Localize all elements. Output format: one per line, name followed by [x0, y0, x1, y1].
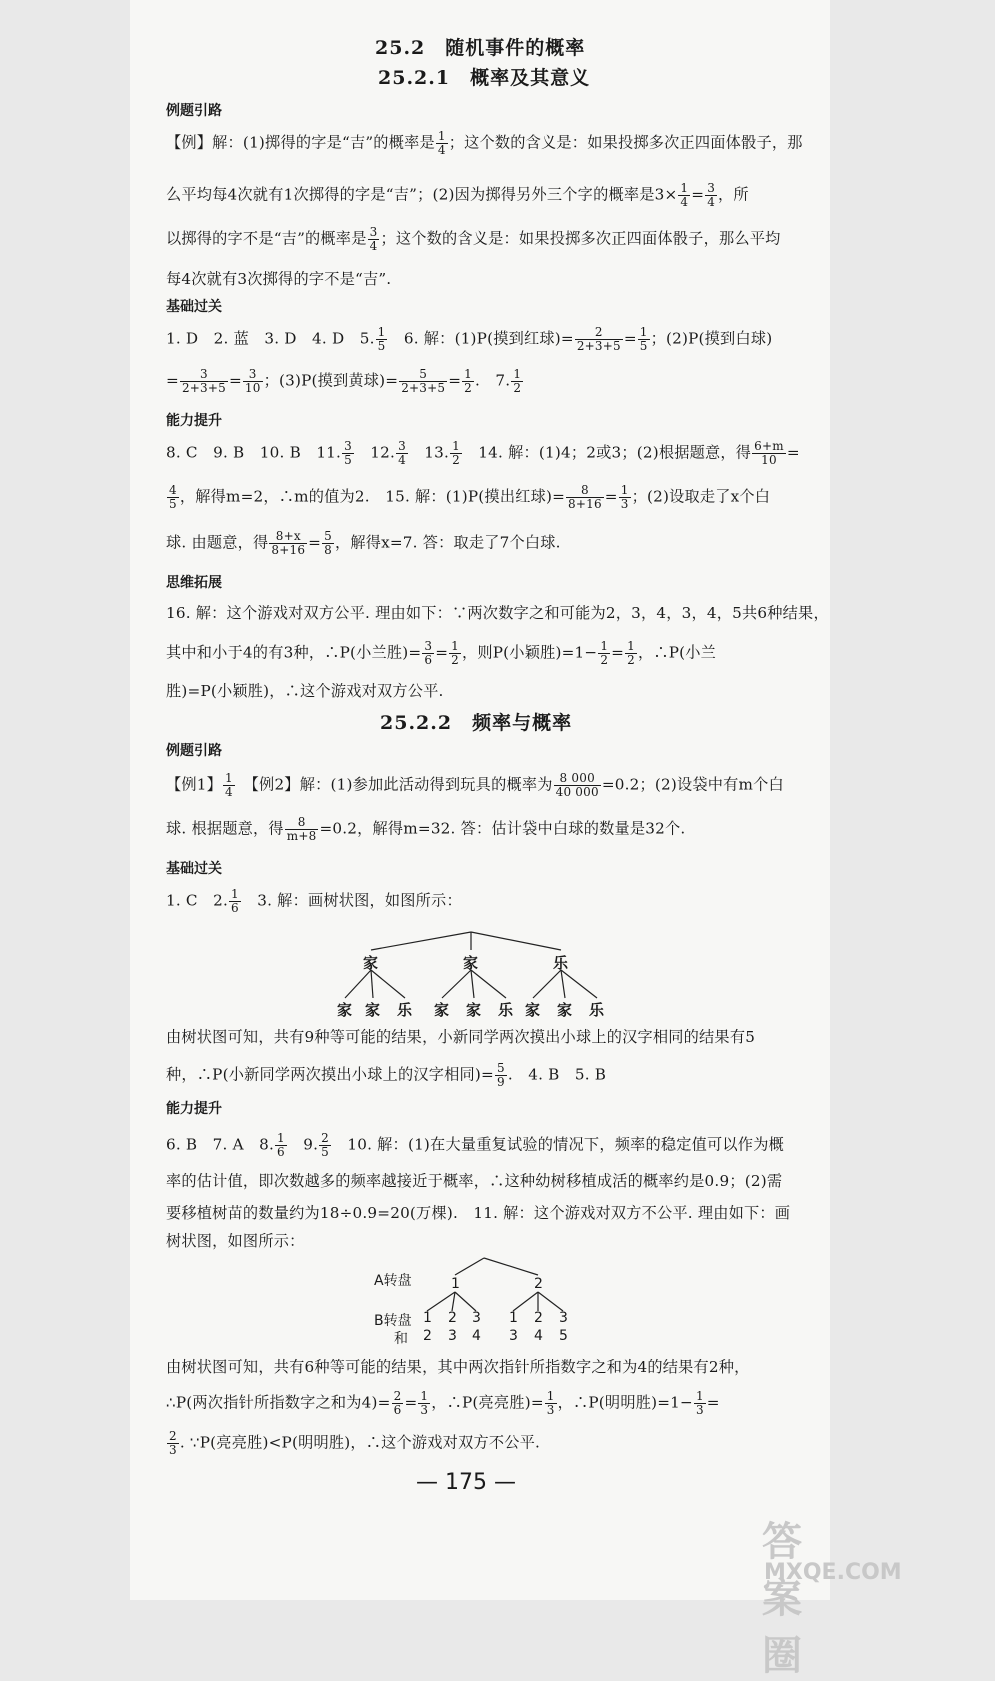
- tree-leaf: 乐: [397, 1001, 413, 1019]
- text-line: 要移植树苗的数量约为18÷0.9=20(万棵). 11. 解：这个游戏对双方不公平. 理由如下：画: [166, 1204, 791, 1222]
- text-line: $\frac{4}{5}$ ，解得m=2，∴m的值为2. 15. 解：(1)P(摸出红球)= $\frac{8}{8+16}$ = $\frac{1}{3}$ ；(2)设取走了x个白: [169, 483, 771, 511]
- tree-sum: 4: [472, 1328, 481, 1344]
- tree-label-b: B转盘: [374, 1313, 412, 1329]
- text-line: 【例】解：(1)掷得的字是“吉”的概率是 $\frac{1}{4}$ ；这个数的含义是：如果投掷多次正四面体骰子，那: [166, 129, 803, 157]
- text-line: 1. C 2. $\frac{1}{6}$ 3. 解：画树状图，如图所示：: [166, 887, 462, 915]
- tree-leaf: 家: [365, 1001, 381, 1019]
- subsection-title-2: 25.2.2 频率与概率: [380, 712, 573, 734]
- text-line: 胜)=P(小颖胜)，∴这个游戏对双方公平.: [166, 682, 444, 700]
- tree-node-b: 2: [448, 1310, 457, 1326]
- tree-sum: 4: [534, 1328, 543, 1344]
- tree-node: 家: [363, 954, 379, 972]
- text-line: 树状图，如图所示：: [166, 1232, 305, 1250]
- tree-leaf: 乐: [589, 1001, 605, 1019]
- heading-basic: 基础过关: [166, 299, 222, 315]
- text-line: 种，∴P(小新同学两次摸出小球上的汉字相同)= $\frac{5}{9}$ . 4. B 5. B: [166, 1061, 607, 1089]
- fraction: $\frac{3}{4}$: [707, 181, 716, 209]
- page-number: — 175 —: [416, 1470, 516, 1495]
- tree-leaf: 家: [337, 1001, 353, 1019]
- tree-node-b: 1: [423, 1310, 432, 1326]
- tree-node: 乐: [553, 954, 569, 972]
- fraction: $\frac{3}{4}$: [369, 225, 378, 253]
- text-line: 每4次就有3次掷得的字不是“吉”.: [166, 270, 392, 288]
- tree-label-sum: 和: [394, 1331, 408, 1347]
- text-line: $\frac{2}{3}$ . ∵P(亮亮胜)<P(明明胜)，∴这个游戏对双方不公平.: [169, 1429, 541, 1457]
- watermark-logo: 答案圈: [762, 1519, 802, 1679]
- tree-node: 家: [463, 954, 479, 972]
- text-line: 么平均每4次就有1次掷得的字是“吉”；(2)因为掷得另外三个字的概率是3× $\frac{1}{4}$ = $\frac{3}{4}$ ，所: [166, 181, 749, 209]
- text-line: 其中和小于4的有3种，∴P(小兰胜)= $\frac{3}{6}$ = $\frac{1}{2}$ ，则P(小颖胜)=1− $\frac{1}{2}$ = $\frac{1}{2}$ ，∴P(小兰: [166, 639, 717, 667]
- text-line: 1. D 2. 蓝 3. D 4. D 5. $\frac{1}{5}$ 6. 解：(1)P(摸到红球)= $\frac{2}{2+3+5}$ = $\frac{1}{5}$ ；(2)P(摸到白球): [166, 325, 773, 353]
- tree-leaf: 家: [434, 1001, 450, 1019]
- tree-leaf: 家: [525, 1001, 541, 1019]
- tree-label-a: A转盘: [374, 1273, 412, 1289]
- heading-example: 例题引路: [166, 743, 222, 759]
- text-line: 球. 根据题意，得 $\frac{8}{m+8}$ =0.2，解得m=32. 答：估计袋中白球的数量是32个.: [166, 815, 686, 843]
- tree-node-b: 3: [559, 1310, 568, 1326]
- tree-node-a: 1: [451, 1276, 460, 1292]
- fraction: $\frac{1}{4}$: [680, 181, 689, 209]
- tree-node-b: 2: [534, 1310, 543, 1326]
- tree-leaf: 乐: [498, 1001, 514, 1019]
- text-line: 6. B 7. A 8. $\frac{1}{6}$ 9. $\frac{2}{5}$ 10. 解：(1)在大量重复试验的情况下，频率的稳定值可以作为概: [166, 1131, 784, 1159]
- tree-node-a: 2: [534, 1276, 543, 1292]
- tree-node-b: 1: [509, 1310, 518, 1326]
- subsection-title-1: 25.2.1 概率及其意义: [378, 67, 591, 89]
- text-line: 16. 解：这个游戏对双方公平. 理由如下：∵两次数字之和可能为2，3，4，3，4，5共6种结果，: [166, 604, 829, 622]
- text-line: 8. C 9. B 10. B 11. $\frac{3}{5}$ 12. $\frac{3}{4}$ 13. $\frac{1}{2}$ 14. 解：(1)4；2或3；(2)根据题意，得 $\frac{6+m}{10}$ =: [166, 439, 800, 467]
- heading-think: 思维拓展: [166, 575, 222, 591]
- text-line: 以掷得的字不是“吉”的概率是 $\frac{3}{4}$ ；这个数的含义是：如果投掷多次正四面体骰子，那么平均: [166, 225, 781, 253]
- tree-sum: 3: [448, 1328, 457, 1344]
- text-line: 由树状图可知，共有9种等可能的结果，小新同学两次摸出小球上的汉字相同的结果有5: [166, 1028, 756, 1046]
- tree-sum: 2: [423, 1328, 432, 1344]
- section-title: 25.2 随机事件的概率: [375, 37, 586, 59]
- text-line: ∴P(两次指针所指数字之和为4)= $\frac{2}{6}$ = $\frac{1}{3}$ ，∴P(亮亮胜)= $\frac{1}{3}$ ，∴P(明明胜)=1− $\frac{1}{3}$ =: [166, 1389, 720, 1417]
- tree-leaf: 家: [466, 1001, 482, 1019]
- tree-sum: 5: [559, 1328, 568, 1344]
- text-line: 【例1】 $\frac{1}{4}$ 【例2】解：(1)参加此活动得到玩具的概率为 $\frac{8 000}{40 000}$ =0.2；(2)设袋中有m个白: [166, 771, 784, 799]
- tree-node-b: 3: [472, 1310, 481, 1326]
- text-line: = $\frac{3}{2+3+5}$ = $\frac{3}{10}$ ；(3)P(摸到黄球)= $\frac{5}{2+3+5}$ = $\frac{1}{2}$ . 7. $\frac{1}{2}$: [166, 367, 522, 395]
- heading-ability: 能力提升: [166, 1101, 222, 1117]
- text-line: 球. 由题意，得 $\frac{8+x}{8+16}$ = $\frac{5}{8}$ ，解得x=7. 答：取走了7个白球.: [166, 529, 561, 557]
- book-page: [130, 0, 902, 1679]
- text-line: 由树状图可知，共有6种等可能的结果，其中两次指针所指数字之和为4的结果有2种，: [166, 1358, 750, 1376]
- tree-leaf: 家: [557, 1001, 573, 1019]
- heading-example: 例题引路: [166, 103, 222, 119]
- fraction: $\frac{1}{4}$: [437, 129, 446, 157]
- text-line: 率的估计值，即次数越多的频率越接近于概率，∴这种幼树移植成活的概率约是0.9；(2)需: [166, 1172, 783, 1190]
- watermark-url: MXQE.COM: [764, 1560, 902, 1585]
- heading-ability: 能力提升: [166, 413, 222, 429]
- heading-basic: 基础过关: [166, 861, 222, 877]
- tree-sum: 3: [509, 1328, 518, 1344]
